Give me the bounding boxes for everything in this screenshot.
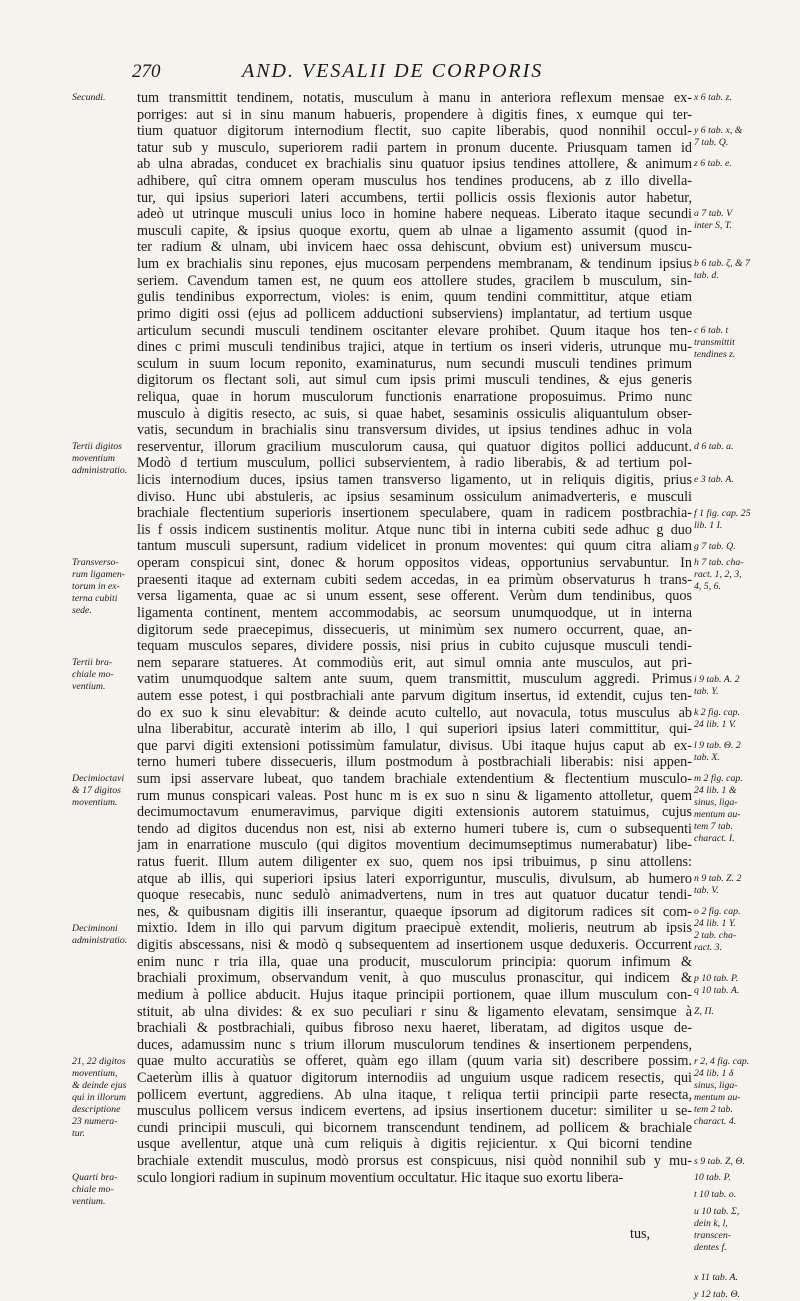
text-line: brachiali proximum, observandum venit, à quo musculus pronascitur, qui indicem & bbox=[137, 970, 692, 987]
right-margin-note bbox=[694, 325, 735, 361]
right-margin-note-line: f 1 fig. cap. 25 bbox=[694, 507, 751, 519]
text-line: sum ipsi asservare lubeat, quo tandem brachiale extendentium & flectentium musculo- bbox=[137, 770, 692, 787]
right-margin-note bbox=[694, 474, 734, 486]
text-line: adeò ut utrinque musculi unius loco in homine habere nequeas. Liberato itaque secundi bbox=[137, 206, 692, 223]
left-margin-note bbox=[72, 657, 114, 693]
left-margin-note-line: moventium. bbox=[72, 797, 118, 809]
text-line: vatim unumquodque saltem ante suum, quem transmittit, musculum aggredi. Primus bbox=[137, 671, 692, 688]
right-margin-note-line: k 2 fig. cap. bbox=[694, 706, 740, 718]
right-margin-note bbox=[694, 1272, 738, 1284]
left-margin-note-line: Tertii bra- bbox=[72, 657, 113, 669]
right-margin-note-line: x 11 tab. A. bbox=[694, 1272, 738, 1284]
right-margin-note bbox=[694, 1172, 731, 1184]
text-line: nem separare statueres. At commodiùs erit, aut simul omnia ante musculos, aut pri- bbox=[137, 654, 692, 671]
left-margin-note-line: sede. bbox=[72, 605, 92, 617]
right-margin-note-line: 24 lib. 1 Y. bbox=[694, 918, 736, 930]
text-line: tum transmittit tendinem, notatis, musculum à manu in anteriora reflexum mensae ex- bbox=[137, 90, 692, 106]
right-margin-note-line: tab. V. bbox=[694, 885, 719, 897]
body-text bbox=[137, 90, 692, 1220]
text-line: usque avellentur, atque unà cum reliquis à digitis rejicientur. x Qui bicorni tendine bbox=[137, 1136, 692, 1153]
left-margin-note-line: ventium. bbox=[72, 1196, 106, 1208]
text-line: enim nunc r tria illa, quae una producit, musculorum principia: quorum infimum & bbox=[137, 953, 692, 970]
right-margin-note-line: ract. 3. bbox=[694, 942, 723, 954]
text-line: sculum in suum locum reponito, examinaturus, num secundi musculi tendines primum bbox=[137, 355, 692, 372]
text-line: quoque resecabis, nunc sedulò animadvertens, num in tres aut quatuor ducatur tendi- bbox=[137, 887, 692, 904]
catchword: tus, bbox=[630, 1226, 651, 1242]
left-margin-note bbox=[72, 923, 127, 947]
left-margin-note-line: Secundi. bbox=[72, 92, 106, 103]
left-margin-note-line: tur. bbox=[72, 1127, 85, 1139]
right-margin-note bbox=[694, 557, 744, 593]
text-line: tendo ad digitos ducendus non est, nisi ab externo humeri tubere is, cum o subsequenti bbox=[137, 820, 692, 837]
left-margin-notes bbox=[72, 90, 138, 1220]
right-margin-note bbox=[694, 707, 740, 731]
text-line: ab ulna abradas, conducet ex brachialis sinu quatuor ipsius tendines attollere, & animum bbox=[137, 156, 692, 173]
right-margin-notes bbox=[694, 90, 798, 1300]
text-line: operam conspicui sint, donec & horum oppositos videas, opportunius servabuntur. In bbox=[137, 555, 692, 572]
right-margin-note bbox=[694, 541, 736, 553]
right-margin-note-line: 4, 5, 6. bbox=[694, 581, 721, 593]
text-line: quae multo accuratiùs se offeret, quàm ego illam (quum varia sit) describere possim. bbox=[137, 1053, 692, 1070]
left-margin-note-line: torum in ex- bbox=[72, 581, 120, 593]
text-line: tium quatuor digitorum internodium flectit, suo capite liberabis, quod nonnihil occul- bbox=[137, 123, 692, 140]
right-margin-note-line: g 7 tab. Q. bbox=[694, 540, 736, 552]
text-line: Modò d tertium musculum, pollici subservientem, à radio liberabis, & ad tertium pol- bbox=[137, 455, 692, 472]
right-margin-note-line: ract. 1, 2, 3, bbox=[694, 569, 742, 581]
left-margin-note-line: descriptione bbox=[72, 1103, 121, 1115]
right-margin-note-line: sinus, liga- bbox=[694, 1079, 738, 1091]
left-margin-note-line: Transverso- bbox=[72, 557, 119, 569]
text-line: tantum musculi supersunt, radium videlicet in pronum moventes: qui quum citra aliam bbox=[137, 538, 692, 555]
left-margin-note-line: terna cubiti bbox=[72, 593, 118, 605]
right-margin-note-line: tem 7 tab. bbox=[694, 821, 733, 833]
text-line: digitis abscessans, nisi & modò q subsequentem ad insertionem usque deduxeris. Occurrent bbox=[137, 937, 692, 954]
right-margin-note bbox=[694, 773, 743, 845]
right-margin-note-line: y 12 tab. Θ. bbox=[694, 1288, 740, 1300]
right-margin-note-line: 24 lib. 1 V. bbox=[694, 718, 737, 730]
right-margin-note-line: dein k, l, bbox=[694, 1217, 728, 1229]
right-margin-note-line: tendines z. bbox=[694, 348, 736, 360]
text-line: praesenti itaque ad externam cubiti sedem accedas, in ea primùm observaturus h trans- bbox=[137, 571, 692, 588]
right-margin-note-line: lib. 1 I. bbox=[694, 519, 723, 531]
text-line: digitorum sede praecepimus, dissecueris, ut minimùm sex numero occurrent, quae, an- bbox=[137, 621, 692, 638]
right-margin-note-line: o 2 fig. cap. bbox=[694, 906, 741, 918]
text-line: brachiale extendit musculus, modò prorsus est conspicuus, nisi quòd nonnihil sub y mu- bbox=[137, 1153, 692, 1169]
right-margin-note bbox=[694, 1006, 714, 1018]
text-line: terno humeri tubere dissecueris, illum postmodum à postbrachiali liberabis: nisi appen- bbox=[137, 754, 692, 771]
right-margin-note bbox=[694, 258, 750, 282]
text-line: dines c primi musculi tendinibus trajici, atque in tertium os inseri videris, utrunque mu- bbox=[137, 339, 692, 356]
text-line: seriem. Cavendum tamen est, ne quum eos attollere studes, gracilem b musculum, sin- bbox=[137, 272, 692, 289]
text-line: digitorum os flectant soli, aut simul cum ipsis primi musculi tendines, & ejus generis bbox=[137, 372, 692, 389]
text-line: que parvi digiti extensioni potissimùm famulatur, divisus. Ubi itaque hujus caput ab ex- bbox=[137, 737, 692, 754]
left-margin-note-line: chiale mo- bbox=[72, 669, 114, 681]
right-margin-note bbox=[694, 873, 741, 897]
text-line: reliqua, quae in horum musculorum functionis enarratione proposuimus. Primo nunc bbox=[137, 388, 692, 405]
right-margin-note bbox=[694, 1056, 749, 1128]
left-margin-note-line: Quarti bra- bbox=[72, 1172, 118, 1184]
right-margin-note-line: 10 tab. P. bbox=[694, 1172, 731, 1184]
left-margin-note-line: 21, 22 digitos bbox=[72, 1055, 126, 1067]
right-margin-note-line: Z, Π. bbox=[694, 1006, 714, 1018]
text-line: gulis tendinibus exporrectum, violes: is enim, quum tendini committitur, atque etiam bbox=[137, 289, 692, 306]
text-line: atque ab illis, qui superiori ipsius lateri exporriguntur, musculis, divulsum, ab humero bbox=[137, 870, 692, 887]
text-line: musculi capite, & ipsius quoque exortu, quem ab ulnae a ligamento assumit (quod in- bbox=[137, 222, 692, 239]
right-margin-note bbox=[694, 508, 751, 532]
right-margin-note bbox=[694, 740, 741, 764]
right-margin-note-line: y 6 tab. x, & bbox=[694, 125, 743, 137]
right-margin-note-line: h 7 tab. cha- bbox=[694, 557, 744, 569]
left-margin-note-line: 23 numera- bbox=[72, 1115, 118, 1127]
left-margin-note-line: ventium. bbox=[72, 681, 106, 693]
text-line: diviso. Hunc ubi abstuleris, ac ipsius sesaminum ossiculum animadverteris, e musculi bbox=[137, 488, 692, 505]
right-margin-note bbox=[694, 674, 740, 698]
right-margin-note-line: charact. 4. bbox=[694, 1115, 737, 1127]
text-line: duces, adamussim nunc s trium illorum musculorum tendines & insertionem perpendens, bbox=[137, 1036, 692, 1053]
text-line: adhibere, quî citra omnem operam musculus hos tendines producens, ab z illo divella- bbox=[137, 173, 692, 190]
text-line: porriges: aut si in sinu manum habueris, propendere à digitis fines, x eumque qui ter- bbox=[137, 106, 692, 123]
right-margin-note-line: d 6 tab. a. bbox=[694, 441, 734, 453]
right-margin-note-line: sinus, liga- bbox=[694, 797, 738, 809]
right-margin-note-line: x 6 tab. z. bbox=[694, 92, 732, 103]
text-line: medium à pollice abducit. Hujus itaque principii portionem, quae illum musculum con- bbox=[137, 986, 692, 1003]
left-margin-note-line: Deciminoni bbox=[72, 923, 118, 934]
right-margin-note bbox=[694, 92, 732, 104]
text-line: versa ligamenta, quae ac si unum essent, sese offerent. Verùm dum tendinibus, quos bbox=[137, 588, 692, 605]
right-margin-note-line: p 10 tab. P. bbox=[694, 972, 739, 984]
right-margin-note-line: e 3 tab. A. bbox=[694, 474, 734, 486]
text-line: ligamenta continent, mentem accommodabis, ac seorsum unumquodque, ut in interna bbox=[137, 604, 692, 621]
right-margin-note-line: r 2, 4 fig. cap. bbox=[694, 1055, 750, 1067]
right-margin-note-line: z 6 tab. e. bbox=[694, 158, 732, 170]
left-margin-note-line: chiale mo- bbox=[72, 1184, 114, 1196]
text-line: autem esse potest, i qui postbrachiali ante parvum digitum insertus, id extendit, cujus ten- bbox=[137, 687, 692, 704]
text-line: rum munus conspicari valeas. Post hunc m is ex suo n sinu & ligamento attolletur, quem bbox=[137, 787, 692, 804]
right-margin-note bbox=[694, 973, 739, 997]
text-line: lis f ossis indicem sustinentis molitur. Atque nunc tibi in interna cubiti sede adhuc g duo bbox=[137, 521, 692, 538]
text-line: primo digiti ossi (ejus ad pollicem adductioni subserviens) implantatur, ad tertium usque bbox=[137, 305, 692, 322]
right-margin-note-line: t 10 tab. o. bbox=[694, 1188, 737, 1200]
right-margin-note-line: 24 lib. 1 & bbox=[694, 785, 737, 797]
left-margin-note bbox=[72, 92, 105, 104]
text-line: ter radium & ulnam, ubi invicem haec ossa dehiscunt, obvium est) universum muscu- bbox=[137, 239, 692, 256]
right-margin-note-line: 24 lib. 1 δ bbox=[694, 1067, 734, 1079]
right-margin-note-line: q 10 tab. A. bbox=[694, 984, 740, 996]
right-margin-note bbox=[694, 1156, 745, 1168]
right-margin-note-line: tab. d. bbox=[694, 270, 719, 282]
right-margin-note bbox=[694, 1289, 740, 1301]
text-line: licis internodium duces, ipsius tamen transverso ligamento, ut in reliquis digitis, prius bbox=[137, 472, 692, 489]
text-line: pollicem evertunt, aggrediens. Ab ulna itaque, t reliqua tertii principii parte resecta, bbox=[137, 1086, 692, 1103]
right-margin-note-line: transcen- bbox=[694, 1229, 732, 1241]
text-line: articulum secundi musculi tendinem oscitanter elevare prohibet. Quum itaque hos ten- bbox=[137, 322, 692, 339]
right-margin-note-line: inter S, T. bbox=[694, 220, 732, 232]
text-line: Caeterùm illis à quatuor digitorum internodiis ad unguium usque radicem resectis, qui bbox=[137, 1069, 692, 1086]
right-margin-note-line: 7 tab. Q. bbox=[694, 137, 729, 149]
right-margin-note bbox=[694, 158, 732, 170]
text-line: stituit, ab ulna divides: & ex suo peculiari r sinu & ligamento elevatam, sensimque à bbox=[137, 1003, 692, 1020]
text-line: do ex suo k sinu elevabitur: & deinde acuto cultello, aut novacula, totus musculus ab bbox=[137, 704, 692, 721]
right-margin-note-line: 2 tab. cha- bbox=[694, 930, 737, 942]
text-line: nes, & quibusnam digitis illi inserantur, quaeque ipsorum ad digitorum radices sit com- bbox=[137, 903, 692, 920]
right-margin-note-line: mentum au- bbox=[694, 809, 741, 821]
left-margin-note-line: Decimioctavi bbox=[72, 773, 125, 785]
text-line: sculo longiori radium in supinum moventium occultatur. Hic itaque suo exortu libera- bbox=[137, 1169, 624, 1186]
right-margin-note-line: a 7 tab. V bbox=[694, 208, 733, 220]
left-margin-note-line: & deinde ejus bbox=[72, 1079, 127, 1091]
right-margin-note bbox=[694, 441, 733, 453]
right-margin-note-line: tem 2 tab. bbox=[694, 1103, 733, 1115]
right-margin-note-line: transmittit bbox=[694, 336, 735, 348]
page-header bbox=[132, 60, 602, 90]
right-margin-note bbox=[694, 1206, 739, 1254]
right-margin-note-line: tab. Y. bbox=[694, 685, 719, 697]
text-line: reserventur, illorum gracilium musculorum causa, qui quatuor digitos pollici adducunt. bbox=[137, 438, 692, 455]
text-line: brachiale flectentium superioris insertionem speculabere, quam in radicem postbrachia- bbox=[137, 505, 692, 522]
left-margin-note-line: administratio. bbox=[72, 465, 128, 477]
right-margin-note-line: dentes f. bbox=[694, 1241, 727, 1253]
text-line: ratus fuerit. Illum autem diligenter ex suo, quem nos ipsi tribuimus, p sinu attollens: bbox=[137, 854, 692, 871]
left-margin-note-line: moventium bbox=[72, 453, 115, 465]
right-margin-note bbox=[694, 208, 732, 232]
right-margin-note bbox=[694, 1189, 736, 1201]
left-margin-note-line: rum ligamen- bbox=[72, 569, 126, 581]
left-margin-note bbox=[72, 1056, 126, 1140]
running-title: AND. VESALII DE CORPORIS bbox=[242, 60, 544, 82]
right-margin-note-line: c 6 tab. t bbox=[694, 324, 729, 336]
left-margin-note-line: & 17 digitos bbox=[72, 785, 121, 797]
right-margin-note bbox=[694, 906, 741, 954]
text-line: musculus pollicem versus indicem evertens, ad ipsius insertionem ducetur: similiter u se- bbox=[137, 1103, 692, 1120]
right-margin-note-line: u 10 tab. Σ, bbox=[694, 1205, 740, 1217]
left-margin-note bbox=[72, 441, 127, 477]
text-line: tur, qui ipsius superiori lateri accumbens, tertii pollicis ossis flexionis autor habetur, bbox=[137, 189, 692, 206]
page-number: 270 bbox=[132, 61, 161, 82]
right-margin-note-line: i 9 tab. A. 2 bbox=[694, 673, 740, 685]
right-margin-note-line: tab. X. bbox=[694, 752, 720, 764]
right-margin-note-line: b 6 tab. ζ, & 7 bbox=[694, 258, 750, 270]
text-line: ulna liberabitur, accuratè interim ab illo, l qui superiori ipsius lateri committitur, qui- bbox=[137, 721, 692, 738]
right-margin-note-line: charact. I. bbox=[694, 833, 735, 845]
text-line: musculo à digitis resecto, ac suis, si quae habet, sesaminis ossiculis aliquantulum obser- bbox=[137, 405, 692, 422]
left-margin-note-line: moventium, bbox=[72, 1067, 118, 1079]
text-line: mixtio. Idem in illo qui parvum digitum praecipuè extendit, molieris, neutrum ab ipsis bbox=[137, 920, 692, 937]
text-line: lum ex brachialis sinu repones, ejus mucosam perpendens membranam, & tendinum ipsius bbox=[137, 256, 692, 273]
right-margin-note-line: mentum au- bbox=[694, 1091, 741, 1103]
right-margin-note-line: m 2 fig. cap. bbox=[694, 773, 743, 785]
text-line: vatis, secundum in brachialis sinu transversum divides, ut ipsius tendines adhuc in vola bbox=[137, 422, 692, 439]
text-line: brachiali & postbrachiali, quibus fibroso nexu haeret, liberatam, ad digitos usque de- bbox=[137, 1020, 692, 1037]
right-margin-note-line: n 9 tab. Z. 2 bbox=[694, 873, 742, 885]
text-line: tatur sub y musculo, superiorem radii partem in pronum ducente. Priusquam tamen id bbox=[137, 139, 692, 156]
left-margin-note-line: qui in illorum bbox=[72, 1091, 126, 1103]
right-margin-note-line: s 9 tab. Z, Θ. bbox=[694, 1155, 745, 1167]
left-margin-note-line: Tertii digitos bbox=[72, 441, 122, 453]
text-line: decimumoctavum enumeravimus, parvique digiti extensionis autorem statuimus, cujus bbox=[137, 804, 692, 821]
right-margin-note-line: l 9 tab. Θ. 2 bbox=[694, 740, 741, 752]
left-margin-note-line: administratio. bbox=[72, 935, 128, 946]
text-line: cundi principii musculi, qui bicornem transcendunt tendinem, ad pollicem & brachiale bbox=[137, 1119, 692, 1136]
left-margin-note bbox=[72, 557, 125, 617]
text-line: tequam musculos separes, dividere possis, nisi prius in cubito cujusque musculi tendi- bbox=[137, 638, 692, 655]
text-line: jam in enarratione musculo (qui digitos moventium decimumseptimus numerabatur) libe- bbox=[137, 837, 692, 854]
left-margin-note bbox=[72, 773, 124, 809]
left-margin-note bbox=[72, 1172, 117, 1208]
right-margin-note bbox=[694, 125, 742, 149]
